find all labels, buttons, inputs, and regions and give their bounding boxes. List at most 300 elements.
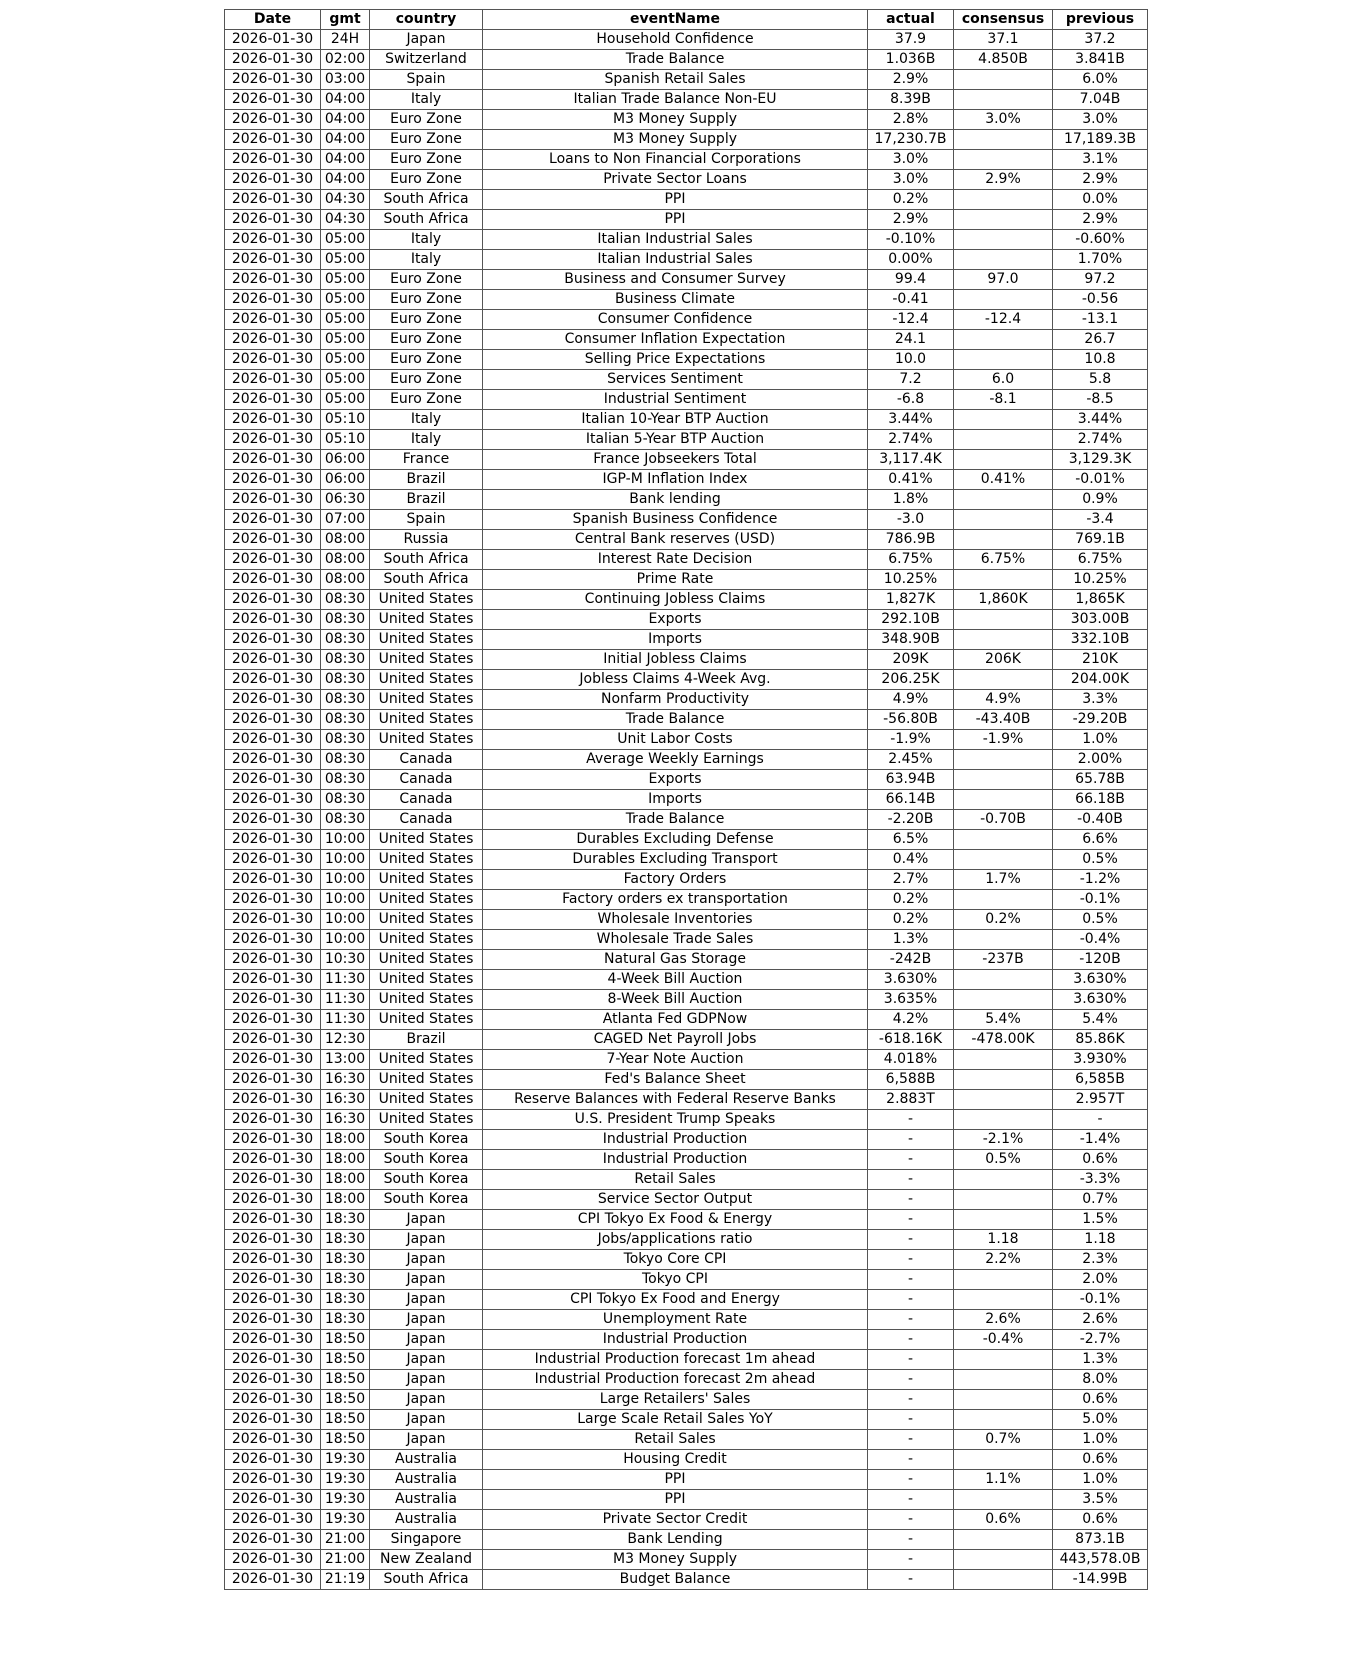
cell-date: 2026-01-30 [225, 1470, 321, 1490]
cell-event-name: M3 Money Supply [483, 1550, 868, 1570]
cell-event-name: Industrial Sentiment [483, 390, 868, 410]
cell-gmt: 04:00 [321, 90, 370, 110]
cell-event-name: Industrial Production [483, 1150, 868, 1170]
cell-actual: 63.94B [868, 770, 954, 790]
cell-date: 2026-01-30 [225, 870, 321, 890]
cell-consensus [954, 1390, 1053, 1410]
cell-previous: 10.25% [1053, 570, 1148, 590]
cell-actual: 3.635% [868, 990, 954, 1010]
cell-actual: - [868, 1110, 954, 1130]
cell-date: 2026-01-30 [225, 1270, 321, 1290]
cell-date: 2026-01-30 [225, 850, 321, 870]
cell-event-name: Durables Excluding Transport [483, 850, 868, 870]
cell-previous: -3.3% [1053, 1170, 1148, 1190]
cell-date: 2026-01-30 [225, 1150, 321, 1170]
cell-previous: 332.10B [1053, 630, 1148, 650]
table-row [225, 1550, 1148, 1570]
cell-date: 2026-01-30 [225, 550, 321, 570]
cell-actual: 3.44% [868, 410, 954, 430]
cell-actual: 0.41% [868, 470, 954, 490]
cell-event-name: Italian 5-Year BTP Auction [483, 430, 868, 450]
cell-previous: 0.6% [1053, 1450, 1148, 1470]
cell-previous: 303.00B [1053, 610, 1148, 630]
cell-previous: -1.2% [1053, 870, 1148, 890]
cell-consensus [954, 1270, 1053, 1290]
cell-actual: 4.9% [868, 690, 954, 710]
cell-event-name: Tokyo CPI [483, 1270, 868, 1290]
cell-gmt: 16:30 [321, 1070, 370, 1090]
cell-gmt: 04:30 [321, 210, 370, 230]
cell-consensus: 0.7% [954, 1430, 1053, 1450]
cell-consensus [954, 1210, 1053, 1230]
cell-consensus [954, 890, 1053, 910]
cell-consensus [954, 530, 1053, 550]
cell-gmt: 05:00 [321, 290, 370, 310]
cell-date: 2026-01-30 [225, 910, 321, 930]
table-row [225, 1110, 1148, 1130]
cell-gmt: 18:00 [321, 1190, 370, 1210]
cell-country: United States [370, 590, 483, 610]
cell-country: United States [370, 1010, 483, 1030]
cell-country: Japan [370, 1250, 483, 1270]
cell-event-name: 7-Year Note Auction [483, 1050, 868, 1070]
cell-previous: 5.0% [1053, 1410, 1148, 1430]
cell-previous: 6.75% [1053, 550, 1148, 570]
cell-date: 2026-01-30 [225, 230, 321, 250]
cell-consensus [954, 230, 1053, 250]
cell-date: 2026-01-30 [225, 210, 321, 230]
cell-gmt: 05:00 [321, 270, 370, 290]
cell-event-name: Business Climate [483, 290, 868, 310]
cell-previous: 3.841B [1053, 50, 1148, 70]
cell-consensus [954, 1370, 1053, 1390]
cell-gmt: 08:30 [321, 670, 370, 690]
cell-gmt: 21:00 [321, 1530, 370, 1550]
cell-country: South Africa [370, 1570, 483, 1590]
cell-gmt: 10:00 [321, 830, 370, 850]
cell-event-name: 4-Week Bill Auction [483, 970, 868, 990]
cell-gmt: 18:00 [321, 1130, 370, 1150]
cell-consensus [954, 250, 1053, 270]
table-row [225, 1430, 1148, 1450]
cell-gmt: 08:30 [321, 770, 370, 790]
cell-gmt: 04:00 [321, 170, 370, 190]
cell-previous: 210K [1053, 650, 1148, 670]
cell-actual: 24.1 [868, 330, 954, 350]
cell-consensus [954, 790, 1053, 810]
cell-consensus [954, 1110, 1053, 1130]
cell-gmt: 08:30 [321, 730, 370, 750]
cell-gmt: 05:00 [321, 230, 370, 250]
cell-event-name: Durables Excluding Defense [483, 830, 868, 850]
cell-date: 2026-01-30 [225, 1190, 321, 1210]
cell-actual: 348.90B [868, 630, 954, 650]
cell-consensus [954, 570, 1053, 590]
table-row [225, 1490, 1148, 1510]
cell-previous: 3.0% [1053, 110, 1148, 130]
cell-country: South Korea [370, 1130, 483, 1150]
cell-gmt: 05:10 [321, 410, 370, 430]
cell-previous: 97.2 [1053, 270, 1148, 290]
cell-event-name: Private Sector Credit [483, 1510, 868, 1530]
table-row [225, 170, 1148, 190]
cell-previous: 3.630% [1053, 990, 1148, 1010]
cell-actual: - [868, 1430, 954, 1450]
cell-actual: 2.9% [868, 70, 954, 90]
cell-consensus: 4.850B [954, 50, 1053, 70]
cell-date: 2026-01-30 [225, 670, 321, 690]
cell-gmt: 05:00 [321, 390, 370, 410]
cell-country: United States [370, 610, 483, 630]
cell-date: 2026-01-30 [225, 510, 321, 530]
table-row [225, 890, 1148, 910]
table-row [225, 770, 1148, 790]
cell-actual: 1.8% [868, 490, 954, 510]
cell-consensus [954, 1530, 1053, 1550]
cell-country: Canada [370, 770, 483, 790]
cell-gmt: 10:00 [321, 890, 370, 910]
cell-actual: 0.2% [868, 910, 954, 930]
cell-date: 2026-01-30 [225, 530, 321, 550]
cell-gmt: 08:00 [321, 570, 370, 590]
cell-previous: -14.99B [1053, 1570, 1148, 1590]
cell-event-name: Italian Industrial Sales [483, 230, 868, 250]
cell-event-name: U.S. President Trump Speaks [483, 1110, 868, 1130]
cell-consensus [954, 330, 1053, 350]
cell-gmt: 18:50 [321, 1430, 370, 1450]
cell-previous: 0.6% [1053, 1150, 1148, 1170]
cell-actual: 0.2% [868, 190, 954, 210]
cell-date: 2026-01-30 [225, 1010, 321, 1030]
cell-country: Euro Zone [370, 110, 483, 130]
cell-event-name: Tokyo Core CPI [483, 1250, 868, 1270]
cell-consensus [954, 1290, 1053, 1310]
cell-country: South Korea [370, 1170, 483, 1190]
cell-event-name: M3 Money Supply [483, 130, 868, 150]
cell-consensus [954, 1490, 1053, 1510]
table-row [225, 1050, 1148, 1070]
cell-event-name: Trade Balance [483, 810, 868, 830]
cell-actual: 0.00% [868, 250, 954, 270]
cell-event-name: CPI Tokyo Ex Food & Energy [483, 1210, 868, 1230]
cell-actual: -242B [868, 950, 954, 970]
cell-actual: 1.036B [868, 50, 954, 70]
table-row [225, 70, 1148, 90]
cell-actual: -0.41 [868, 290, 954, 310]
cell-country: United States [370, 890, 483, 910]
cell-actual: - [868, 1250, 954, 1270]
cell-event-name: Average Weekly Earnings [483, 750, 868, 770]
cell-date: 2026-01-30 [225, 950, 321, 970]
table-row [225, 710, 1148, 730]
table-row [225, 990, 1148, 1010]
cell-previous: 2.00% [1053, 750, 1148, 770]
cell-date: 2026-01-30 [225, 570, 321, 590]
table-row [225, 650, 1148, 670]
cell-consensus: 6.0 [954, 370, 1053, 390]
table-row [225, 630, 1148, 650]
cell-gmt: 21:19 [321, 1570, 370, 1590]
cell-consensus: -12.4 [954, 310, 1053, 330]
table-row [225, 670, 1148, 690]
cell-gmt: 18:50 [321, 1370, 370, 1390]
cell-event-name: Trade Balance [483, 50, 868, 70]
cell-date: 2026-01-30 [225, 1510, 321, 1530]
cell-event-name: Spanish Business Confidence [483, 510, 868, 530]
cell-previous: 1.0% [1053, 1470, 1148, 1490]
cell-previous: -0.1% [1053, 890, 1148, 910]
table-row [225, 130, 1148, 150]
cell-consensus: 97.0 [954, 270, 1053, 290]
cell-gmt: 19:30 [321, 1490, 370, 1510]
cell-date: 2026-01-30 [225, 930, 321, 950]
cell-previous: -1.4% [1053, 1130, 1148, 1150]
cell-previous: 7.04B [1053, 90, 1148, 110]
cell-gmt: 08:30 [321, 710, 370, 730]
cell-previous: 3.630% [1053, 970, 1148, 990]
cell-previous: 2.9% [1053, 210, 1148, 230]
cell-previous: -2.7% [1053, 1330, 1148, 1350]
cell-actual: 6.75% [868, 550, 954, 570]
cell-previous: -3.4 [1053, 510, 1148, 530]
cell-actual: -2.20B [868, 810, 954, 830]
cell-event-name: Loans to Non Financial Corporations [483, 150, 868, 170]
cell-actual: 17,230.7B [868, 130, 954, 150]
cell-date: 2026-01-30 [225, 590, 321, 610]
cell-actual: -618.16K [868, 1030, 954, 1050]
cell-consensus: -43.40B [954, 710, 1053, 730]
cell-event-name: Retail Sales [483, 1430, 868, 1450]
cell-gmt: 18:50 [321, 1330, 370, 1350]
cell-date: 2026-01-30 [225, 790, 321, 810]
cell-consensus: 4.9% [954, 690, 1053, 710]
cell-gmt: 18:30 [321, 1230, 370, 1250]
cell-gmt: 05:00 [321, 250, 370, 270]
cell-country: South Korea [370, 1150, 483, 1170]
cell-previous: 0.6% [1053, 1390, 1148, 1410]
cell-previous: 8.0% [1053, 1370, 1148, 1390]
cell-consensus [954, 490, 1053, 510]
cell-country: Euro Zone [370, 150, 483, 170]
cell-country: United States [370, 730, 483, 750]
cell-gmt: 13:00 [321, 1050, 370, 1070]
cell-consensus: 0.5% [954, 1150, 1053, 1170]
cell-actual: 10.25% [868, 570, 954, 590]
cell-event-name: IGP-M Inflation Index [483, 470, 868, 490]
cell-country: United States [370, 1050, 483, 1070]
cell-gmt: 04:30 [321, 190, 370, 210]
cell-country: Euro Zone [370, 310, 483, 330]
cell-actual: - [868, 1450, 954, 1470]
cell-country: Japan [370, 1210, 483, 1230]
table-row [225, 590, 1148, 610]
cell-event-name: M3 Money Supply [483, 110, 868, 130]
cell-actual: - [868, 1310, 954, 1330]
cell-date: 2026-01-30 [225, 1030, 321, 1050]
cell-gmt: 02:00 [321, 50, 370, 70]
cell-previous: 1.3% [1053, 1350, 1148, 1370]
cell-gmt: 10:30 [321, 950, 370, 970]
table-row [225, 1510, 1148, 1530]
cell-previous: 1.70% [1053, 250, 1148, 270]
cell-gmt: 05:00 [321, 350, 370, 370]
cell-date: 2026-01-30 [225, 970, 321, 990]
cell-actual: - [868, 1130, 954, 1150]
cell-event-name: Household Confidence [483, 30, 868, 50]
cell-country: Japan [370, 1370, 483, 1390]
cell-gmt: 18:30 [321, 1290, 370, 1310]
cell-country: Euro Zone [370, 270, 483, 290]
cell-previous: 2.957T [1053, 1090, 1148, 1110]
cell-country: Brazil [370, 1030, 483, 1050]
cell-date: 2026-01-30 [225, 1290, 321, 1310]
cell-consensus: 0.2% [954, 910, 1053, 930]
cell-event-name: Unemployment Rate [483, 1310, 868, 1330]
cell-event-name: Industrial Production [483, 1330, 868, 1350]
cell-gmt: 18:30 [321, 1250, 370, 1270]
cell-event-name: Selling Price Expectations [483, 350, 868, 370]
cell-date: 2026-01-30 [225, 990, 321, 1010]
cell-previous: 0.6% [1053, 1510, 1148, 1530]
cell-event-name: Industrial Production [483, 1130, 868, 1150]
cell-actual: -0.10% [868, 230, 954, 250]
cell-country: Japan [370, 1310, 483, 1330]
cell-date: 2026-01-30 [225, 430, 321, 450]
table-row [225, 1070, 1148, 1090]
cell-country: United States [370, 870, 483, 890]
column-header-country: country [370, 10, 483, 30]
cell-consensus [954, 410, 1053, 430]
cell-gmt: 16:30 [321, 1090, 370, 1110]
cell-previous: 66.18B [1053, 790, 1148, 810]
cell-gmt: 04:00 [321, 150, 370, 170]
cell-consensus [954, 1170, 1053, 1190]
cell-country: France [370, 450, 483, 470]
cell-gmt: 18:00 [321, 1150, 370, 1170]
cell-date: 2026-01-30 [225, 1450, 321, 1470]
cell-consensus [954, 90, 1053, 110]
cell-event-name: Large Retailers' Sales [483, 1390, 868, 1410]
cell-actual: 3.0% [868, 150, 954, 170]
table-row [225, 1410, 1148, 1430]
table-row [225, 330, 1148, 350]
cell-previous: 2.0% [1053, 1270, 1148, 1290]
table-header [225, 10, 1148, 30]
cell-date: 2026-01-30 [225, 1490, 321, 1510]
cell-event-name: Industrial Production forecast 2m ahead [483, 1370, 868, 1390]
cell-country: Japan [370, 1430, 483, 1450]
cell-country: United States [370, 650, 483, 670]
cell-gmt: 19:30 [321, 1470, 370, 1490]
cell-consensus: 1,860K [954, 590, 1053, 610]
table-row [225, 550, 1148, 570]
cell-consensus [954, 510, 1053, 530]
cell-consensus: -8.1 [954, 390, 1053, 410]
table-row [225, 1170, 1148, 1190]
cell-consensus: 6.75% [954, 550, 1053, 570]
cell-event-name: Consumer Confidence [483, 310, 868, 330]
cell-country: Canada [370, 790, 483, 810]
cell-event-name: PPI [483, 1470, 868, 1490]
table-row [225, 290, 1148, 310]
cell-event-name: Natural Gas Storage [483, 950, 868, 970]
cell-event-name: Factory Orders [483, 870, 868, 890]
cell-previous: 10.8 [1053, 350, 1148, 370]
cell-country: United States [370, 670, 483, 690]
cell-date: 2026-01-30 [225, 110, 321, 130]
table-row [225, 210, 1148, 230]
cell-actual: 37.9 [868, 30, 954, 50]
cell-date: 2026-01-30 [225, 450, 321, 470]
cell-actual: - [868, 1350, 954, 1370]
cell-consensus [954, 850, 1053, 870]
table-row [225, 910, 1148, 930]
cell-country: Euro Zone [370, 350, 483, 370]
cell-country: United States [370, 1110, 483, 1130]
cell-previous: -0.60% [1053, 230, 1148, 250]
cell-actual: 7.2 [868, 370, 954, 390]
table-row [225, 110, 1148, 130]
cell-previous: 17,189.3B [1053, 130, 1148, 150]
cell-consensus [954, 670, 1053, 690]
cell-consensus [954, 610, 1053, 630]
cell-previous: 2.3% [1053, 1250, 1148, 1270]
cell-country: Italy [370, 250, 483, 270]
cell-date: 2026-01-30 [225, 1170, 321, 1190]
table-row [225, 930, 1148, 950]
cell-country: South Africa [370, 210, 483, 230]
cell-actual: - [868, 1530, 954, 1550]
cell-actual: - [868, 1330, 954, 1350]
table-row [225, 570, 1148, 590]
cell-country: United States [370, 1090, 483, 1110]
cell-previous: 65.78B [1053, 770, 1148, 790]
cell-actual: 3,117.4K [868, 450, 954, 470]
cell-previous: 1.0% [1053, 730, 1148, 750]
cell-date: 2026-01-30 [225, 270, 321, 290]
cell-actual: -56.80B [868, 710, 954, 730]
cell-country: Australia [370, 1450, 483, 1470]
column-header-gmt: gmt [321, 10, 370, 30]
table-row [225, 90, 1148, 110]
cell-gmt: 10:00 [321, 850, 370, 870]
cell-country: Italy [370, 90, 483, 110]
table-row [225, 1270, 1148, 1290]
cell-country: United States [370, 690, 483, 710]
cell-country: South Africa [370, 190, 483, 210]
cell-consensus: 0.6% [954, 1510, 1053, 1530]
cell-previous: 6.0% [1053, 70, 1148, 90]
cell-event-name: 8-Week Bill Auction [483, 990, 868, 1010]
cell-event-name: Spanish Retail Sales [483, 70, 868, 90]
cell-previous: 0.0% [1053, 190, 1148, 210]
cell-date: 2026-01-30 [225, 1530, 321, 1550]
cell-date: 2026-01-30 [225, 770, 321, 790]
table-row [225, 530, 1148, 550]
cell-actual: 3.630% [868, 970, 954, 990]
cell-gmt: 18:30 [321, 1310, 370, 1330]
cell-date: 2026-01-30 [225, 810, 321, 830]
table-row [225, 1230, 1148, 1250]
cell-previous: 1.18 [1053, 1230, 1148, 1250]
cell-consensus [954, 1350, 1053, 1370]
cell-gmt: 08:00 [321, 530, 370, 550]
cell-country: Canada [370, 750, 483, 770]
cell-date: 2026-01-30 [225, 150, 321, 170]
table-row [225, 410, 1148, 430]
column-header-event-name: eventName [483, 10, 868, 30]
cell-gmt: 06:00 [321, 470, 370, 490]
